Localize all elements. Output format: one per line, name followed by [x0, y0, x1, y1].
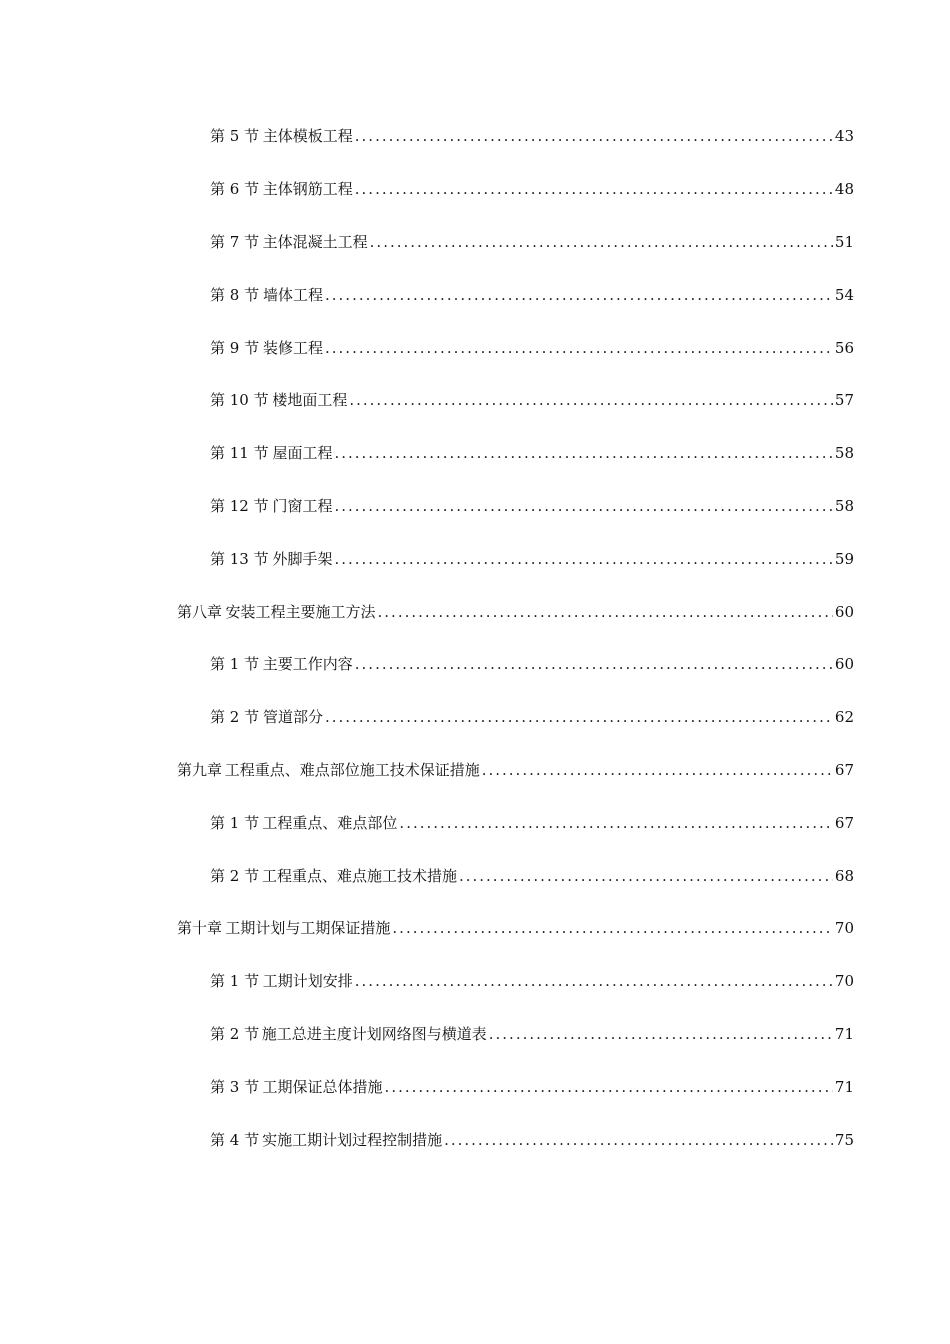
toc-dot-leader	[355, 179, 833, 199]
toc-dot-leader	[355, 126, 833, 146]
toc-page-number: 67	[834, 760, 854, 779]
toc-page-number: 54	[834, 285, 854, 304]
toc-entry-number: 第 13 节	[210, 549, 269, 568]
toc-section-entry[interactable]	[0, 321, 950, 374]
toc-entry-line	[210, 1024, 854, 1044]
toc-page-number: 70	[834, 972, 854, 991]
toc-entry-line	[210, 232, 854, 252]
toc-page-number: 71	[834, 1077, 854, 1096]
toc-chapter-entry[interactable]	[0, 585, 950, 638]
toc-section-entry[interactable]	[0, 796, 950, 849]
toc-entry-line	[210, 866, 854, 886]
toc-page-number: 75	[834, 1130, 854, 1149]
toc-entry-number: 第 5 节	[210, 127, 260, 146]
toc-entry-number: 第 12 节	[210, 496, 269, 515]
toc-dot-leader	[392, 918, 833, 938]
toc-page-number: 60	[834, 655, 854, 674]
toc-section-entry[interactable]	[0, 1113, 950, 1166]
toc-entry-line	[177, 918, 854, 938]
toc-dot-leader	[444, 1130, 833, 1150]
toc-entry-title: 工期计划与工期保证措施	[225, 919, 391, 938]
toc-entry-line	[210, 549, 854, 569]
toc-chapter-entry[interactable]	[0, 744, 950, 797]
toc-page-number: 58	[834, 496, 854, 515]
toc-dot-leader	[378, 602, 833, 622]
toc-section-entry[interactable]	[0, 163, 950, 216]
toc-dot-leader	[370, 232, 833, 252]
toc-entry-title: 实施工期计划过程控制措施	[262, 1130, 443, 1149]
toc-entry-line	[210, 285, 854, 305]
toc-entry-number: 第八章	[177, 602, 223, 621]
toc-entry-line	[210, 179, 854, 199]
toc-entry-title: 主要工作内容	[262, 655, 353, 674]
toc-entry-number: 第 1 节	[210, 655, 260, 674]
toc-page-number: 58	[834, 444, 854, 463]
toc-entry-title: 管道部分	[262, 708, 323, 727]
toc-entry-line	[210, 390, 854, 410]
toc-entry-title: 装修工程	[262, 338, 323, 357]
toc-dot-leader	[325, 338, 833, 358]
toc-page-number: 56	[834, 338, 854, 357]
toc-dot-leader	[399, 813, 832, 833]
toc-page-number: 57	[834, 391, 854, 410]
toc-section-entry[interactable]	[0, 216, 950, 269]
toc-page-number: 43	[834, 127, 854, 146]
table-of-contents	[0, 110, 950, 1166]
toc-page-number: 48	[834, 180, 854, 199]
toc-entry-title: 主体钢筋工程	[262, 180, 353, 199]
toc-entry-title: 安装工程主要施工方法	[225, 602, 376, 621]
toc-section-entry[interactable]	[0, 110, 950, 163]
toc-section-entry[interactable]	[0, 955, 950, 1008]
toc-dot-leader	[489, 1024, 833, 1044]
toc-dot-leader	[334, 496, 832, 516]
toc-page-number: 71	[834, 1024, 854, 1043]
toc-entry-line	[177, 760, 854, 780]
toc-entry-line	[210, 126, 854, 146]
toc-entry-line	[210, 813, 854, 833]
toc-entry-title: 施工总进主度计划网络图与横道表	[261, 1024, 487, 1043]
toc-entry-line	[210, 1130, 854, 1150]
toc-entry-number: 第 4 节	[210, 1130, 260, 1149]
toc-entry-line	[210, 443, 854, 463]
toc-entry-line	[210, 496, 854, 516]
toc-dot-leader	[482, 760, 833, 780]
toc-dot-leader	[459, 866, 833, 886]
toc-entry-number: 第 6 节	[210, 180, 260, 199]
toc-entry-number: 第 2 节	[210, 708, 260, 727]
toc-entry-number: 第 8 节	[210, 285, 260, 304]
toc-entry-title: 墙体工程	[262, 285, 323, 304]
toc-entry-line	[210, 707, 854, 727]
toc-section-entry[interactable]	[0, 480, 950, 533]
toc-dot-leader	[334, 549, 832, 569]
toc-entry-title: 楼地面工程	[272, 391, 348, 410]
toc-entry-title: 主体混凝土工程	[262, 232, 368, 251]
toc-page-number: 68	[834, 866, 854, 885]
toc-entry-line	[210, 654, 854, 674]
toc-section-entry[interactable]	[0, 1060, 950, 1113]
toc-page-number: 70	[834, 919, 854, 938]
toc-dot-leader	[385, 1077, 833, 1097]
toc-entry-title: 工程重点、难点部位施工技术保证措施	[224, 760, 480, 779]
toc-entry-title: 工期计划安排	[262, 972, 353, 991]
toc-page-number: 67	[834, 813, 854, 832]
toc-entry-title: 门窗工程	[272, 496, 333, 515]
toc-section-entry[interactable]	[0, 427, 950, 480]
toc-dot-leader	[325, 285, 833, 305]
toc-section-entry[interactable]	[0, 849, 950, 902]
toc-entry-number: 第九章	[177, 760, 223, 779]
toc-chapter-entry[interactable]	[0, 902, 950, 955]
toc-entry-number: 第 10 节	[210, 391, 269, 410]
toc-entry-title: 工期保证总体措施	[262, 1077, 383, 1096]
toc-entry-title: 工程重点、难点施工技术措施	[261, 866, 457, 885]
toc-dot-leader	[355, 971, 833, 991]
toc-section-entry[interactable]	[0, 532, 950, 585]
toc-dot-leader	[349, 390, 833, 410]
toc-entry-number: 第 3 节	[210, 1077, 260, 1096]
toc-entry-number: 第十章	[177, 919, 223, 938]
toc-entry-title: 工程重点、难点部位	[262, 813, 398, 832]
toc-section-entry[interactable]	[0, 374, 950, 427]
toc-section-entry[interactable]	[0, 691, 950, 744]
toc-section-entry[interactable]	[0, 268, 950, 321]
toc-entry-title: 主体模板工程	[262, 127, 353, 146]
toc-entry-number: 第 7 节	[210, 232, 260, 251]
toc-entry-number: 第 11 节	[210, 444, 269, 463]
toc-entry-number: 第 9 节	[210, 338, 260, 357]
toc-entry-number: 第 1 节	[210, 972, 260, 991]
toc-dot-leader	[325, 707, 833, 727]
toc-dot-leader	[355, 654, 833, 674]
toc-page-number: 59	[834, 549, 854, 568]
toc-entry-number: 第 1 节	[210, 813, 260, 832]
toc-entry-title: 屋面工程	[272, 444, 333, 463]
toc-entry-line	[177, 602, 854, 622]
toc-dot-leader	[334, 443, 832, 463]
toc-section-entry[interactable]	[0, 1008, 950, 1061]
toc-section-entry[interactable]	[0, 638, 950, 691]
toc-entry-title: 外脚手架	[272, 549, 333, 568]
toc-entry-number: 第 2 节	[210, 1024, 260, 1043]
toc-page-number: 51	[834, 232, 854, 251]
toc-entry-number: 第 2 节	[210, 866, 260, 885]
toc-page-number: 60	[834, 602, 854, 621]
toc-page-number: 62	[834, 708, 854, 727]
toc-entry-line	[210, 971, 854, 991]
toc-entry-line	[210, 1077, 854, 1097]
toc-entry-line	[210, 338, 854, 358]
